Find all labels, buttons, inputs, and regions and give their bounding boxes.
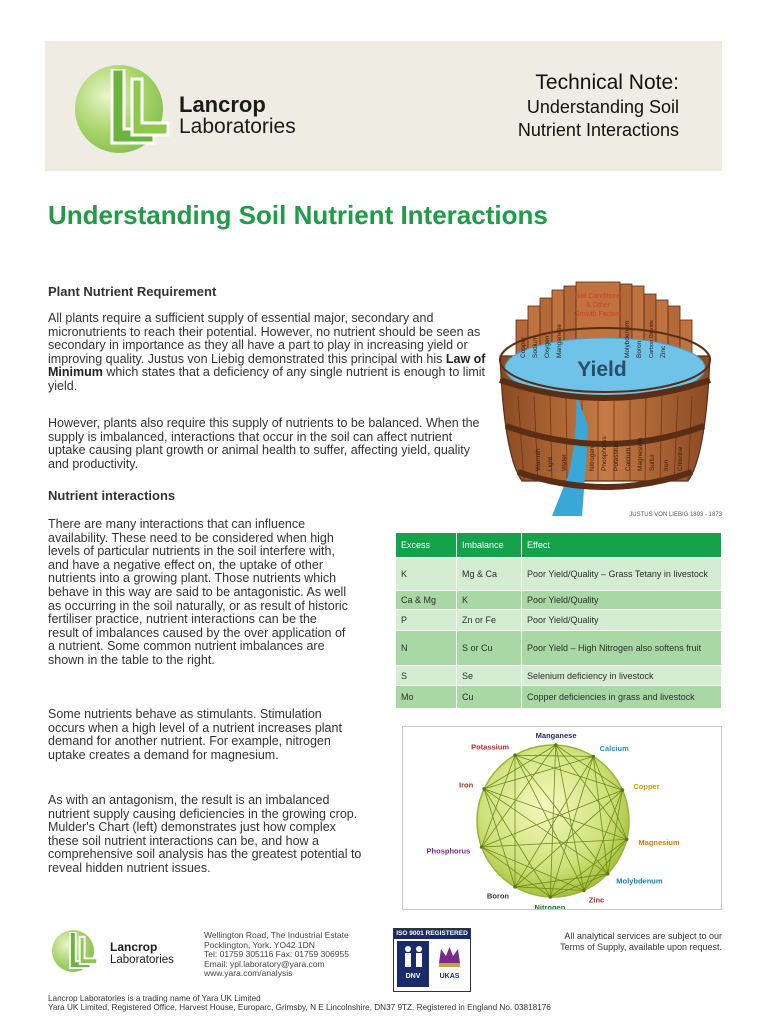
ukas-text: UKAS <box>439 973 460 980</box>
footer-logo-mark-icon <box>64 932 110 970</box>
table-row <box>396 558 722 591</box>
nutrient-label-molybdenum: Molybdenum <box>616 876 663 886</box>
stave-label-sulfur: Sulfur <box>649 454 656 471</box>
stave-label-carbon-dioxide: Carbon Dioxide <box>649 320 655 358</box>
nutrient-label-manganese: Manganese <box>535 731 577 741</box>
liebig-barrel-illustration <box>492 276 722 520</box>
nutrient-node <box>549 895 553 899</box>
table-cell: Poor Yield/Quality – Grass Tetany in livestock <box>522 558 722 591</box>
table-header-effect: Effect <box>522 533 722 558</box>
legal-line-1: Lancrop Laboratories is a trading name of Yara UK Limited <box>48 994 261 1003</box>
nutrient-node <box>480 845 484 849</box>
nutrient-node <box>554 743 558 747</box>
table-cell: K <box>457 591 522 610</box>
stave-label-phosphorus: Phosphorus <box>601 436 608 471</box>
section-heading-nutrient-interactions: Nutrient interactions <box>48 488 176 503</box>
technical-note-subtitle-2: Nutrient Interactions <box>517 120 679 140</box>
nutrient-label-magnesium: Magnesium <box>638 837 680 847</box>
stave-label-sodium: Sodium <box>532 335 539 358</box>
stave-label-warmth: Warmth <box>535 448 542 471</box>
dnv-text: DNV <box>405 973 421 980</box>
mulders-chart <box>403 727 721 909</box>
stave-label-potassium: Potassium <box>613 440 620 471</box>
nutrient-label-calcium: Calcium <box>599 744 629 754</box>
nutrient-label-copper: Copper <box>633 782 660 791</box>
nutrient-imbalance-table <box>396 533 722 708</box>
table-header-excess: Excess <box>396 533 457 558</box>
law-of-minimum-term: Law of Minimum <box>48 351 486 380</box>
stave-label-molybdenum: Molybdenum <box>624 320 631 358</box>
table-row <box>396 591 722 610</box>
table-cell: Ca & Mg <box>396 591 457 610</box>
header-band <box>45 41 722 171</box>
table-cell: Zn or Fe <box>457 610 522 631</box>
nutrient-node <box>582 889 586 893</box>
table-cell: N <box>396 631 457 666</box>
footer-logo-name: Lancrop <box>110 940 158 954</box>
paragraph-liebig-part2: which states that a deficiency of any single nutrient is enough to limit yield. <box>48 365 486 393</box>
stave-label-boron: Boron <box>636 340 643 358</box>
paragraph-stimulants: Some nutrients behave as stimulants. Stimulation occurs when a high level of a nutrient increases plant demand for another nutrient. For example, nitrogen uptake creates a demand for magnesium. <box>48 707 342 762</box>
dnv-logo <box>397 941 429 987</box>
table-row <box>396 631 722 666</box>
nutrient-label-zinc: Zinc <box>588 895 605 905</box>
table-cell: K <box>396 558 457 591</box>
table-cell: Poor Yield/Quality <box>522 591 722 610</box>
stave-label-zinc: Zinc <box>660 345 667 358</box>
table-cell: Cu <box>457 686 522 708</box>
section-heading-plant-nutrient: Plant Nutrient Requirement <box>48 284 217 299</box>
nutrient-label-phosphorus: Phosphorus <box>426 846 471 856</box>
yield-label: Yield <box>577 358 627 381</box>
table-cell: Poor Yield/Quality <box>522 610 722 631</box>
stave-label-calcium: Calcium <box>625 447 632 471</box>
technical-note-title: Technical Note: <box>535 71 679 94</box>
centre-label-line2: & Other <box>585 302 611 309</box>
nutrient-label-nitrogen: Nitrogen <box>534 902 566 909</box>
nutrient-label-iron: Iron <box>459 780 474 790</box>
table-cell: S or Cu <box>457 631 522 666</box>
nutrient-label-boron: Boron <box>486 891 509 901</box>
table-cell: Copper deficiencies in grass and livestock <box>522 686 722 708</box>
address-line-3: Tel: 01759 305116 Fax: 01759 306955 <box>204 949 349 960</box>
table-row <box>396 666 722 686</box>
page-title: Understanding Soil Nutrient Interactions <box>48 200 548 230</box>
table-row <box>396 610 722 631</box>
nutrient-node <box>513 885 517 889</box>
address-email[interactable]: Email: ypl.laboratory@yara.com <box>204 958 325 969</box>
centre-label-line3: Growth Factors <box>574 311 622 318</box>
table-cell: Selenium deficiency in livestock <box>522 666 722 686</box>
nutrient-label-potassium: Potassium <box>471 742 509 752</box>
ukas-logo <box>433 941 466 987</box>
stave-label-manganese: Manganese <box>556 324 563 358</box>
stave-label-iron: Iron <box>663 459 670 471</box>
paragraph-mulder: As with an antagonism, the result is an imbalanced nutrient supply causing deficiencies in the growing crop. Mulder's Chart (left) demonstrates just how complex these soil nutrient interactions can be, and how a comprehensive soil analysis has the greatest potential to reveal hidden nutrient issues. <box>48 793 362 875</box>
nutrient-node <box>621 788 625 792</box>
technical-note-subtitle-1: Understanding Soil <box>526 97 679 117</box>
table-cell: Mo <box>396 686 457 708</box>
address-website[interactable]: www.yara.com/analysis <box>204 968 293 979</box>
nutrient-node <box>513 753 517 757</box>
table-row <box>396 686 722 708</box>
terms-of-supply <box>560 931 722 953</box>
logo-subtitle: Laboratories <box>179 115 296 138</box>
nutrient-node <box>625 838 629 842</box>
footer-logo-subtitle: Laboratories <box>110 954 174 966</box>
nutrient-node <box>592 755 596 759</box>
paragraph-liebig-part1: All plants require a sufficient supply of essential major, secondary and micronutrients to reach their potential. However, no nutrient should be seen as secondary in importance as they all have a part to play in increasing yield or improving quality. Justus von Liebig demonstrated this principal with his <box>48 311 481 366</box>
iso-certification-badge <box>393 928 471 992</box>
table-cell: Se <box>457 666 522 686</box>
ukas-crown-icon <box>433 941 466 971</box>
stave-label-nitrogen: Nitrogen <box>589 446 596 471</box>
dnv-figures-icon <box>397 941 429 971</box>
table-header-row <box>396 533 722 558</box>
stave-label-chlorine: Chlorine <box>677 446 684 471</box>
table-cell: S <box>396 666 457 686</box>
table-cell: P <box>396 610 457 631</box>
cert-iso-banner: ISO 9001 REGISTERED <box>394 929 470 939</box>
address-line-2: Pocklington, York. YO42 1DN <box>204 939 315 950</box>
footer-address <box>204 931 349 979</box>
logo-name: Lancrop <box>179 92 266 117</box>
centre-label-line1: Soil Conditions <box>574 293 622 300</box>
stave-label-copper: Copper <box>520 336 527 358</box>
paragraph-liebig <box>48 312 488 394</box>
table-cell: Poor Yield – High Nitrogen also softens fruit <box>522 631 722 666</box>
terms-line-1: All analytical services are subject to our <box>564 931 722 941</box>
nutrient-node <box>606 872 610 876</box>
paragraph-balance: However, plants also require this supply of nutrients to be balanced. When the supply is imbalanced, interactions that occur in the soil can affect nutrient uptake causing plant growth or animal health to suffer, affecting yield, quality and productivity. <box>48 416 480 471</box>
stave-label-light: Light <box>547 456 554 471</box>
stave-label-water: Water <box>561 453 568 471</box>
barrel-caption: JUSTUS VON LIEBIG 1803 - 1873 <box>629 512 722 518</box>
mulders-chart-frame <box>402 726 722 910</box>
nutrient-node <box>482 787 486 791</box>
stave-label-oxygen: Oxygen <box>544 335 551 358</box>
paragraph-antagonism: There are many interactions that can influence availability. These need to be considered when high levels of particular nutrients in the soil interfere with, and have a negative effect on, the uptake of other nutrients into a growing plant. Those nutrients which behave in this way are said to be antagonistic. As well as occurring in the soil naturally, or as result of historic fertiliser practice, nutrient interactions can be the result of imbalances caused by the over application of a nutrient. Some common nutrient imbalances are shown in the table to the right. <box>48 517 348 667</box>
table-header-imbalance: Imbalance <box>457 533 522 558</box>
terms-line-2: Terms of Supply, available upon request. <box>560 942 722 952</box>
address-line-1: Wellington Road, The Industrial Estate <box>204 930 349 940</box>
stave-label-magnesium: Magnesium <box>637 437 644 471</box>
table-cell: Mg & Ca <box>457 558 522 591</box>
legal-line-2: Yara UK Limited, Registered Office, Harvest House, Europarc, Grimsby, N E Lincolnshire, DN37 9TZ. Registered in England No. 03818176 <box>48 1003 551 1012</box>
